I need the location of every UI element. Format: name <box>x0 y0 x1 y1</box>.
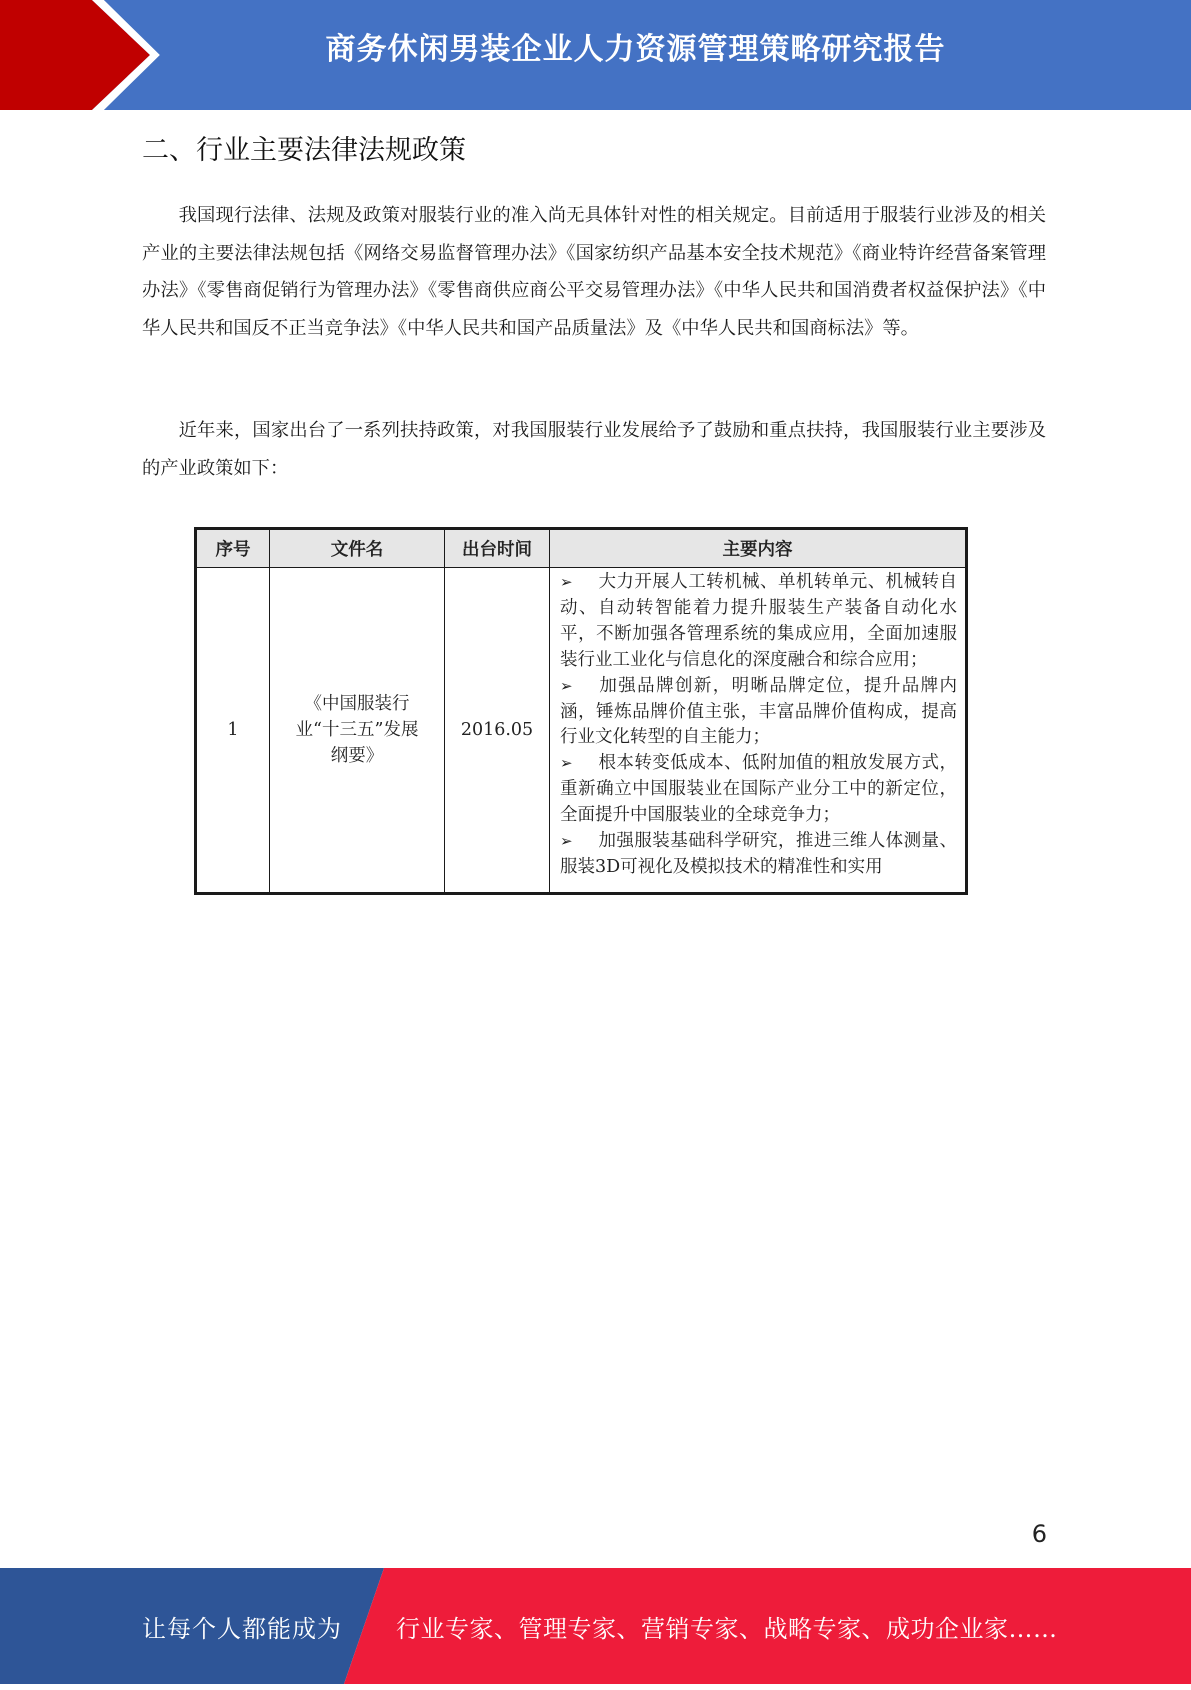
paragraph-laws: 我国现行法律、法规及政策对服装行业的准入尚无具体针对性的相关规定。目前适用于服装行业涉及的相关产业的主要法律法规包括《网络交易监督管理办法》《国家纺织产品基本安全技术规范》《商业特许经营备案管理办法》《零售商促销行为管理办法》《零售商供应商公平交易管理办法》《中华人民共和国消费者权益保护法》《中华人民共和国反不正当竞争法》《中华人民共和国产品质量法》及《中华人民共和国商标法》等。 <box>142 205 1046 339</box>
content-bullet-item <box>560 829 957 881</box>
header-banner <box>0 0 1191 110</box>
table-header-document: 文件名 <box>270 529 445 568</box>
footer-banner <box>0 1568 1191 1684</box>
table-header-date: 出台时间 <box>445 529 550 568</box>
header-chevron-decoration <box>0 0 160 110</box>
footer-slogan-left: 让每个人都能成为 <box>142 1615 342 1643</box>
content-bullet-text: 根本转变低成本、低附加值的粗放发展方式，重新确立中国服装业在国际产业分工中的新定位，全面提升中国服装业的全球竞争力； <box>560 753 957 826</box>
row-index: 1 <box>196 568 270 894</box>
report-title: 商务休闲男装企业人力资源管理策略研究报告 <box>325 32 946 67</box>
row-content-cell <box>550 568 967 894</box>
row-document-name: 《中国服装行业“十三五”发展纲要》 <box>295 694 419 766</box>
section-heading: 二、行业主要法律法规政策 <box>142 135 466 166</box>
row-document-cell <box>270 568 445 894</box>
arrow-bullet-icon: ➢ <box>560 676 573 695</box>
row-date: 2016.05 <box>445 568 550 894</box>
table-header-content: 主要内容 <box>550 529 967 568</box>
footer-slogan-right: 行业专家、管理专家、营销专家、战略专家、成功企业家…… <box>396 1615 1058 1643</box>
paragraph-policies: 近年来，国家出台了一系列扶持政策，对我国服装行业发展给予了鼓励和重点扶持，我国服装行业主要涉及的产业政策如下： <box>142 420 1046 479</box>
content-bullet-text: 大力开展人工转机械、单机转单元、机械转自动、自动转智能着力提升服装生产装备自动化水平，不断加强各管理系统的集成应用，全面加速服装行业工业化与信息化的深度融合和综合应用； <box>560 572 957 670</box>
arrow-bullet-icon: ➢ <box>560 832 573 851</box>
policy-table <box>194 527 968 895</box>
table-header-row <box>196 529 967 568</box>
arrow-bullet-icon: ➢ <box>560 573 573 591</box>
arrow-bullet-icon: ➢ <box>560 754 573 773</box>
content-bullet-text: 加强服装基础科学研究，推进三维人体测量、服装3D可视化及模拟技术的精准性和实用 <box>560 831 957 877</box>
table-row <box>196 568 967 894</box>
content-bullet-text: 加强品牌创新，明晰品牌定位，提升品牌内涵，锤炼品牌价值主张，丰富品牌价值构成，提高行业文化转型的自主能力； <box>560 675 957 748</box>
content-bullet-item <box>560 751 957 829</box>
page-number: 6 <box>1031 1520 1047 1548</box>
content-bullet-item <box>560 570 957 674</box>
content-bullet-item <box>560 674 957 752</box>
table-header-index: 序号 <box>196 529 270 568</box>
